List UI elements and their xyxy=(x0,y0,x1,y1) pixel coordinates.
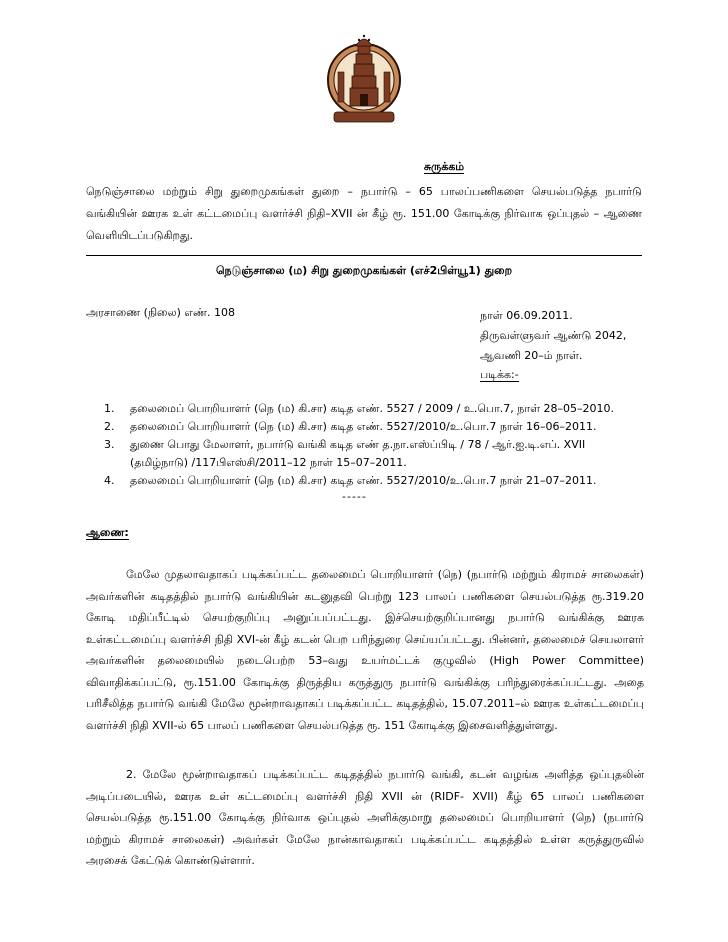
order-paragraph-2 xyxy=(86,764,644,872)
order-paragraph-1 xyxy=(86,564,644,736)
paragraph-text: மேலே முதலாவதாகப் படிக்கப்பட்ட தலைமைப் பொறியாளர் (நெ) (நபார்டு மற்றும் கிராமச் சாலைகள்) அவர்களின் கடிதத்தில் நபார்டு வங்கியின் கடனுதவி பெற்று 123 பாலப் பணிகளை செயல்படுத்த ரூ.319.20 கோடி மதிப்பீட்டில் செயற்குறிப்பு அனுப்பப்பட்டது. இச்செயற்குறிப்பானது நபார்டு வங்கிக்கு ஊரக உள்கட்டமைப்பு வளர்ச்சி நிதி XVI-ன் கீழ் கடன் பெற பரிந்துரை செய்யப்பட்டது. பின்னர், தலைமைச் செயலாளர் அவர்களின் தலைமையில் நடைபெற்ற 53–வது உயர்மட்டக் குழுவில் (High Power Committee) விவாதிக்கப்பட்டு, ரூ.151.00 கோடிக்கு திருத்திய கருத்துரு நபார்டு வங்கிக்கு பரிந்துரைக்கப்பட்டது. அதை பரிசீலித்த நபார்டு வங்கி மேலே மூன்றாவதாகப் படிக்கப்பட்ட கடிதத்தில், 15.07.2011–ல் ஊரக உள்கட்டமைப்பு வளர்ச்சி நிதி XVII-ல் 65 பாலப் பணிகளை செயல்படுத்த ரூ. 151 கோடிக்கு இசைவளித்துள்ளது. xyxy=(86,568,644,732)
reference-item xyxy=(86,418,646,436)
reference-list xyxy=(86,400,646,490)
header-divider xyxy=(86,255,642,256)
reference-text: தலைமைப் பொறியாளர் (நெ (ம) கி.சா) கடித எண். 5527 / 2009 / உ.பொ.7, நாள் 28–05–2010. xyxy=(130,402,615,415)
reference-number: 2. xyxy=(104,420,115,433)
read-label: படிக்க:- xyxy=(480,368,519,381)
date-line: நாள் 06.09.2011. xyxy=(480,309,573,322)
reference-item xyxy=(86,400,646,418)
tamil-nadu-emblem-icon xyxy=(326,14,402,136)
summary-text: நெடுஞ்சாலை மற்றும் சிறு துறைமுகங்கள் துறை – நபார்டு – 65 பாலப்பணிகளை செயல்படுத்த நபார்டு வங்கியின் ஊரக உள் கட்டமைப்பு வளர்ச்சி நிதி–XVII ன் கீழ் ரூ. 151.00 கோடிக்கு நிர்வாக ஒப்புதல் – ஆணை வெளியிடப்படுகிறது. xyxy=(86,185,642,242)
reference-item xyxy=(86,472,646,490)
tamil-month-line: ஆவணி 20–ம் நாள். xyxy=(480,349,583,362)
reference-number: 3. xyxy=(104,438,115,451)
go-number: அரசாணை (நிலை) எண். 108 xyxy=(86,306,235,319)
tamil-year-line: திருவள்ளுவர் ஆண்டு 2042, xyxy=(480,329,627,342)
date-block xyxy=(480,306,626,366)
reference-number: 4. xyxy=(104,474,115,487)
reference-text: துணை பொது மேலாளர், நபார்டு வங்கி கடித எண் த.நா.எஸ்ப்பிடி / 78 / ஆர்.ஐ.டி.எப். XVII (தமிழ்நாடு) /117பிஎஸ்சி/2011–12 நாள் 15–07–2011. xyxy=(130,438,586,469)
order-heading: ஆணை: xyxy=(86,526,129,539)
department-title: நெடுஞ்சாலை (ம) சிறு துறைமுகங்கள் (எச்2பிள்யூ1) துறை xyxy=(215,264,513,277)
summary-heading: சுருக்கம் xyxy=(423,160,465,173)
reference-item xyxy=(86,436,646,472)
reference-text: தலைமைப் பொறியாளர் (நெ (ம) கி.சா) கடித எண். 5527/2010/உ.பொ.7 நாள் 16–06–2011. xyxy=(130,420,597,433)
reference-number: 1. xyxy=(104,402,115,415)
paragraph-text: 2. மேலே மூன்றாவதாகப் படிக்கப்பட்ட கடிதத்தில் நபார்டு வங்கி, கடன் வழங்க அளித்த ஒப்புதலின் அடிப்படையில், ஊரக உள் கட்டமைப்பு வளர்ச்சி நிதி XVII ன் (RIDF- XVII) கீழ் 65 பாலப் பணிகளை செயல்படுத்த ரூ.151.00 கோடிக்கு நிர்வாக ஒப்புதல் அளிக்குமாறு தலைமைப் பொறியாளர் (நெ) (நபார்டு மற்றும் கிராமச் சாலைகள்) அவர்கள் மேலே நான்காவதாகப் படிக்கப்பட்ட கடிதத்தில் உள்ள கருத்துருவில் அரசைக் கேட்டுக் கொண்டுள்ளார். xyxy=(86,768,644,867)
section-separator: ----- xyxy=(342,490,367,503)
reference-text: தலைமைப் பொறியாளர் (நெ (ம) கி.சா) கடித எண். 5527/2010/உ.பொ.7 நாள் 21–07–2011. xyxy=(130,474,597,487)
